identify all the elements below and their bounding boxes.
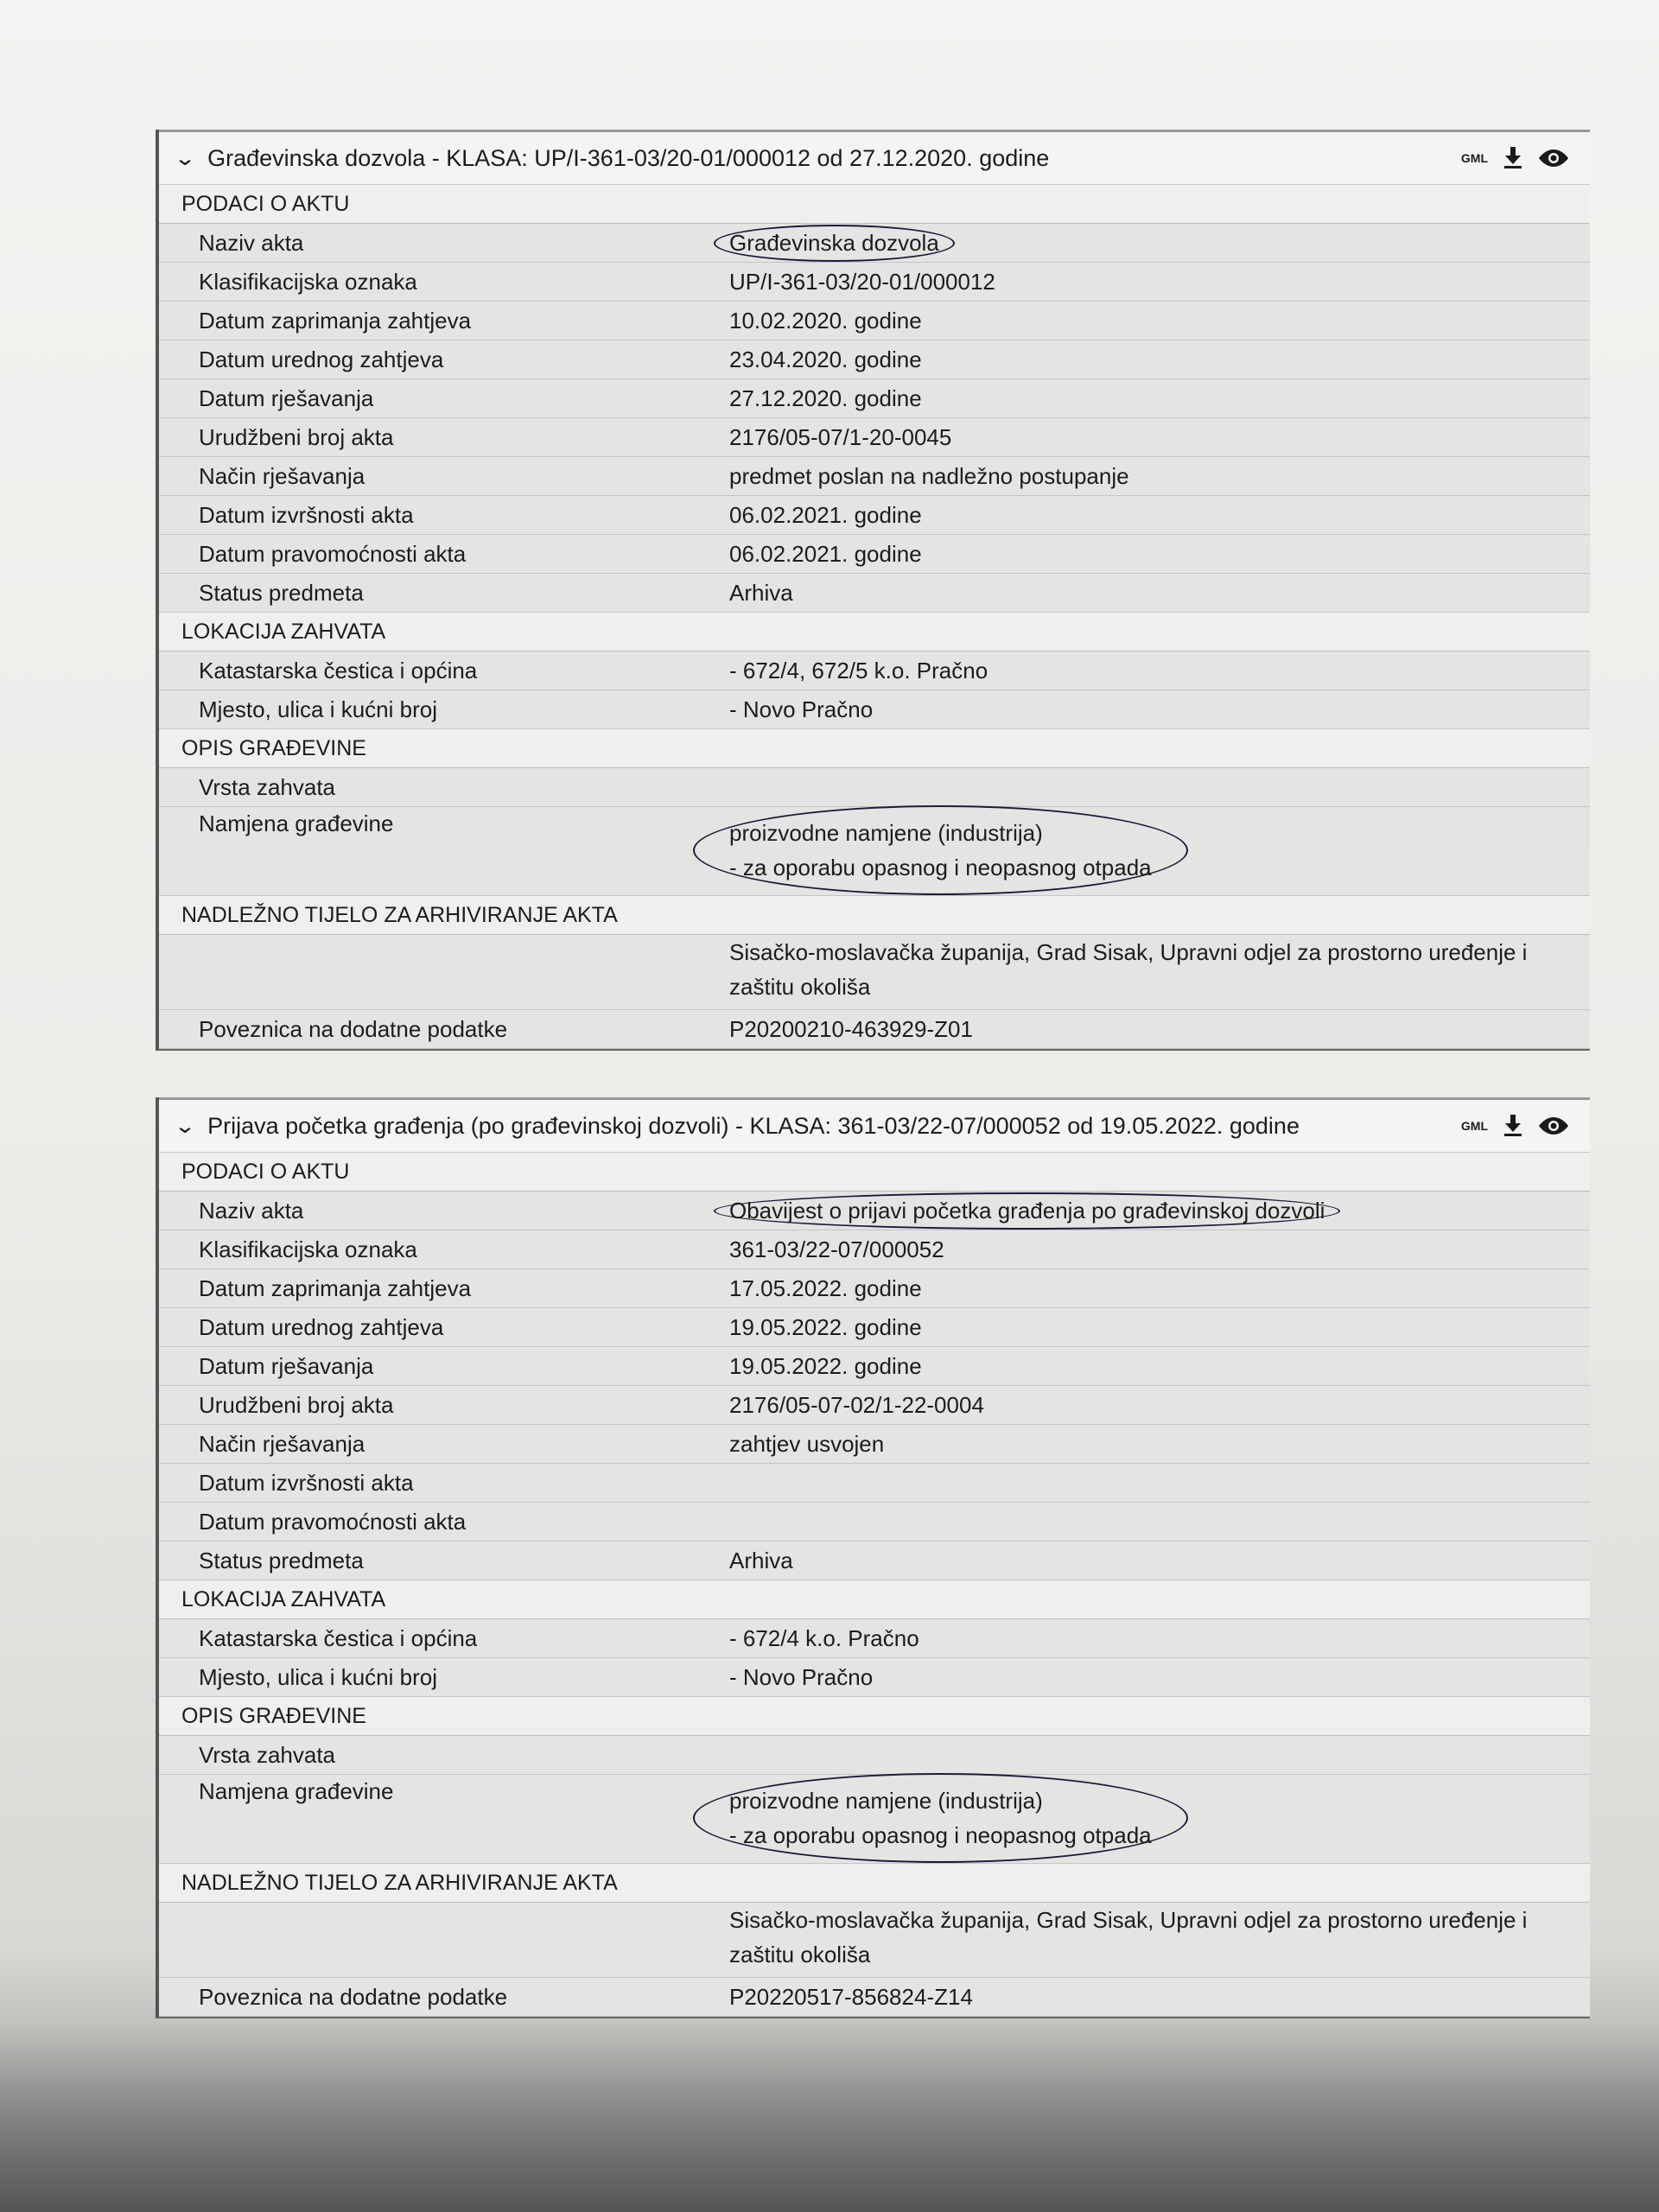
chevron-down-icon[interactable]: ⌄ bbox=[173, 146, 197, 170]
gml-label[interactable]: GML bbox=[1460, 1119, 1488, 1133]
row-label: Namjena građevine bbox=[199, 810, 394, 836]
row-mjesto-ulica bbox=[159, 1658, 1590, 1697]
row-label: Namjena građevine bbox=[199, 1778, 394, 1804]
row-label: Poveznica na dodatne podatke bbox=[199, 1983, 508, 2010]
row-klasifikacijska-oznaka bbox=[159, 1230, 1590, 1269]
section-opis-gradevine: OPIS GRAĐEVINE bbox=[159, 1697, 1590, 1736]
row-label: Naziv akta bbox=[199, 229, 304, 256]
row-label: Datum zaprimanja zahtjeva bbox=[199, 1274, 472, 1301]
row-namjena-gradevine bbox=[159, 1775, 1590, 1864]
row-value: 10.02.2020. godine bbox=[729, 307, 922, 334]
gml-label[interactable]: GML bbox=[1460, 151, 1488, 165]
row-label: Datum izvršnosti akta bbox=[199, 501, 414, 528]
row-poveznica bbox=[159, 1010, 1590, 1049]
row-value: 17.05.2022. godine bbox=[729, 1274, 922, 1301]
row-urudzbeni-broj bbox=[159, 418, 1590, 457]
row-label: Datum urednog zahtjeva bbox=[199, 1313, 444, 1340]
row-label: Datum pravomoćnosti akta bbox=[199, 1508, 467, 1535]
row-label: Mjesto, ulica i kućni broj bbox=[199, 696, 437, 722]
section-lokacija-zahvata: LOKACIJA ZAHVATA bbox=[159, 1580, 1590, 1619]
row-vrsta-zahvata bbox=[159, 1736, 1590, 1775]
row-value: 23.04.2020. godine bbox=[729, 346, 922, 372]
download-icon[interactable] bbox=[1503, 147, 1522, 169]
row-value: 06.02.2021. godine bbox=[729, 540, 922, 567]
section-nadlezno-tijelo: NADLEŽNO TIJELO ZA ARHIVIRANJE AKTA bbox=[159, 1864, 1590, 1903]
row-label: Katastarska čestica i općina bbox=[199, 657, 478, 683]
row-label: Datum rješavanja bbox=[199, 1352, 374, 1379]
poveznica-link[interactable]: P20220517-856824-Z14 bbox=[729, 1983, 973, 2010]
row-value: - 672/4 k.o. Pračno bbox=[729, 1624, 919, 1651]
row-status-predmeta bbox=[159, 574, 1590, 613]
row-naziv-akta bbox=[159, 1192, 1590, 1230]
namjena-line-2: - za oporabu opasnog i neopasnog otpada bbox=[729, 855, 1152, 880]
row-value: - Novo Pračno bbox=[729, 1663, 874, 1690]
row-value: 361-03/22-07/000052 bbox=[729, 1236, 944, 1262]
row-klasifikacijska-oznaka bbox=[159, 263, 1590, 302]
row-datum-zaprimanja bbox=[159, 1269, 1590, 1308]
row-label: Datum urednog zahtjeva bbox=[199, 346, 444, 372]
panel-title: Građevinska dozvola - KLASA: UP/I-361-03/20-01/000012 od 27.12.2020. godine bbox=[207, 144, 1050, 171]
row-katastarska-cestica bbox=[159, 652, 1590, 690]
row-value: - 672/4, 672/5 k.o. Pračno bbox=[729, 657, 988, 683]
circled-value: Obavijest o prijavi početka građenja po građevinskoj dozvoli bbox=[714, 1192, 1340, 1230]
eye-icon[interactable] bbox=[1538, 1116, 1569, 1136]
tijelo-line-2: zaštitu okoliša bbox=[729, 974, 871, 1000]
row-datum-urednog bbox=[159, 1308, 1590, 1347]
row-mjesto-ulica bbox=[159, 690, 1590, 729]
act-panel-construction-start-notice bbox=[156, 1097, 1590, 2018]
row-datum-zaprimanja bbox=[159, 302, 1590, 340]
row-label: Status predmeta bbox=[199, 1547, 364, 1573]
row-value: 2176/05-07/1-20-0045 bbox=[729, 423, 952, 450]
row-label: Klasifikacijska oznaka bbox=[199, 1236, 417, 1262]
section-podaci-o-aktu: PODACI O AKTU bbox=[159, 185, 1590, 224]
namjena-line-1: proizvodne namjene (industrija) bbox=[729, 820, 1043, 846]
row-naziv-akta bbox=[159, 224, 1590, 263]
tijelo-line-1: Sisačko-moslavačka županija, Grad Sisak, Upravni odjel za prostorno uređenje i bbox=[729, 939, 1528, 965]
row-urudzbeni-broj bbox=[159, 1386, 1590, 1425]
row-value: 19.05.2022. godine bbox=[729, 1352, 922, 1379]
poveznica-link[interactable]: P20200210-463929-Z01 bbox=[729, 1015, 973, 1042]
row-datum-rjesavanja bbox=[159, 379, 1590, 418]
section-podaci-o-aktu: PODACI O AKTU bbox=[159, 1153, 1590, 1192]
tijelo-line-2: zaštitu okoliša bbox=[729, 1942, 871, 1967]
row-label: Urudžbeni broj akta bbox=[199, 1391, 394, 1418]
row-value: 27.12.2020. godine bbox=[729, 385, 922, 411]
row-label: Vrsta zahvata bbox=[199, 1741, 336, 1768]
circled-value: Građevinska dozvola bbox=[714, 225, 955, 262]
row-value: Arhiva bbox=[729, 1547, 793, 1573]
row-label: Način rješavanja bbox=[199, 1430, 365, 1457]
circled-value bbox=[693, 1773, 1188, 1863]
row-label: Datum izvršnosti akta bbox=[199, 1469, 414, 1496]
namjena-line-2: - za oporabu opasnog i neopasnog otpada bbox=[729, 1822, 1152, 1848]
act-panel-building-permit bbox=[156, 130, 1590, 1051]
row-value: UP/I-361-03/20-01/000012 bbox=[729, 268, 995, 295]
row-status-predmeta bbox=[159, 1541, 1590, 1580]
row-nadlezno-tijelo bbox=[159, 935, 1590, 1010]
row-nacin-rjesavanja bbox=[159, 457, 1590, 496]
row-datum-urednog bbox=[159, 340, 1590, 379]
row-label: Način rješavanja bbox=[199, 462, 365, 489]
eye-icon[interactable] bbox=[1538, 148, 1569, 168]
row-value: 2176/05-07-02/1-22-0004 bbox=[729, 1391, 984, 1418]
section-lokacija-zahvata: LOKACIJA ZAHVATA bbox=[159, 613, 1590, 652]
row-datum-izvrsnosti bbox=[159, 1464, 1590, 1503]
row-label: Datum pravomoćnosti akta bbox=[199, 540, 467, 567]
row-label: Naziv akta bbox=[199, 1197, 304, 1224]
row-value: Arhiva bbox=[729, 579, 793, 606]
section-nadlezno-tijelo: NADLEŽNO TIJELO ZA ARHIVIRANJE AKTA bbox=[159, 896, 1590, 935]
row-label: Klasifikacijska oznaka bbox=[199, 268, 417, 295]
row-datum-rjesavanja bbox=[159, 1347, 1590, 1386]
row-namjena-gradevine bbox=[159, 807, 1590, 896]
section-opis-gradevine: OPIS GRAĐEVINE bbox=[159, 729, 1590, 768]
row-label: Status predmeta bbox=[199, 579, 364, 606]
panel-header[interactable] bbox=[159, 1097, 1590, 1153]
tijelo-line-1: Sisačko-moslavačka županija, Grad Sisak, Upravni odjel za prostorno uređenje i bbox=[729, 1907, 1528, 1933]
namjena-line-1: proizvodne namjene (industrija) bbox=[729, 1788, 1043, 1814]
circled-value bbox=[693, 805, 1188, 895]
row-label: Katastarska čestica i općina bbox=[199, 1624, 478, 1651]
row-value: 19.05.2022. godine bbox=[729, 1313, 922, 1340]
row-label: Datum rješavanja bbox=[199, 385, 374, 411]
chevron-down-icon[interactable]: ⌄ bbox=[173, 1114, 197, 1138]
row-datum-izvrsnosti bbox=[159, 496, 1590, 535]
row-value: 06.02.2021. godine bbox=[729, 501, 922, 528]
row-label: Datum zaprimanja zahtjeva bbox=[199, 307, 472, 334]
row-nadlezno-tijelo bbox=[159, 1903, 1590, 1978]
row-label: Poveznica na dodatne podatke bbox=[199, 1015, 508, 1042]
panel-title: Prijava početka građenja (po građevinskoj dozvoli) - KLASA: 361-03/22-07/000052 od 19.05.2022. godine bbox=[207, 1112, 1300, 1139]
download-icon[interactable] bbox=[1503, 1115, 1522, 1137]
row-label: Vrsta zahvata bbox=[199, 773, 336, 800]
row-value: - Novo Pračno bbox=[729, 696, 874, 722]
row-katastarska-cestica bbox=[159, 1619, 1590, 1658]
row-datum-pravomocnosti bbox=[159, 1503, 1590, 1541]
photo-shadow bbox=[0, 2022, 1659, 2212]
row-poveznica bbox=[159, 1978, 1590, 2017]
row-value: zahtjev usvojen bbox=[729, 1430, 885, 1457]
row-label: Mjesto, ulica i kućni broj bbox=[199, 1663, 437, 1690]
row-value: predmet poslan na nadležno postupanje bbox=[729, 462, 1129, 489]
panel-header[interactable] bbox=[159, 130, 1590, 185]
row-label: Urudžbeni broj akta bbox=[199, 423, 394, 450]
row-vrsta-zahvata bbox=[159, 768, 1590, 807]
row-nacin-rjesavanja bbox=[159, 1425, 1590, 1464]
row-datum-pravomocnosti bbox=[159, 535, 1590, 574]
